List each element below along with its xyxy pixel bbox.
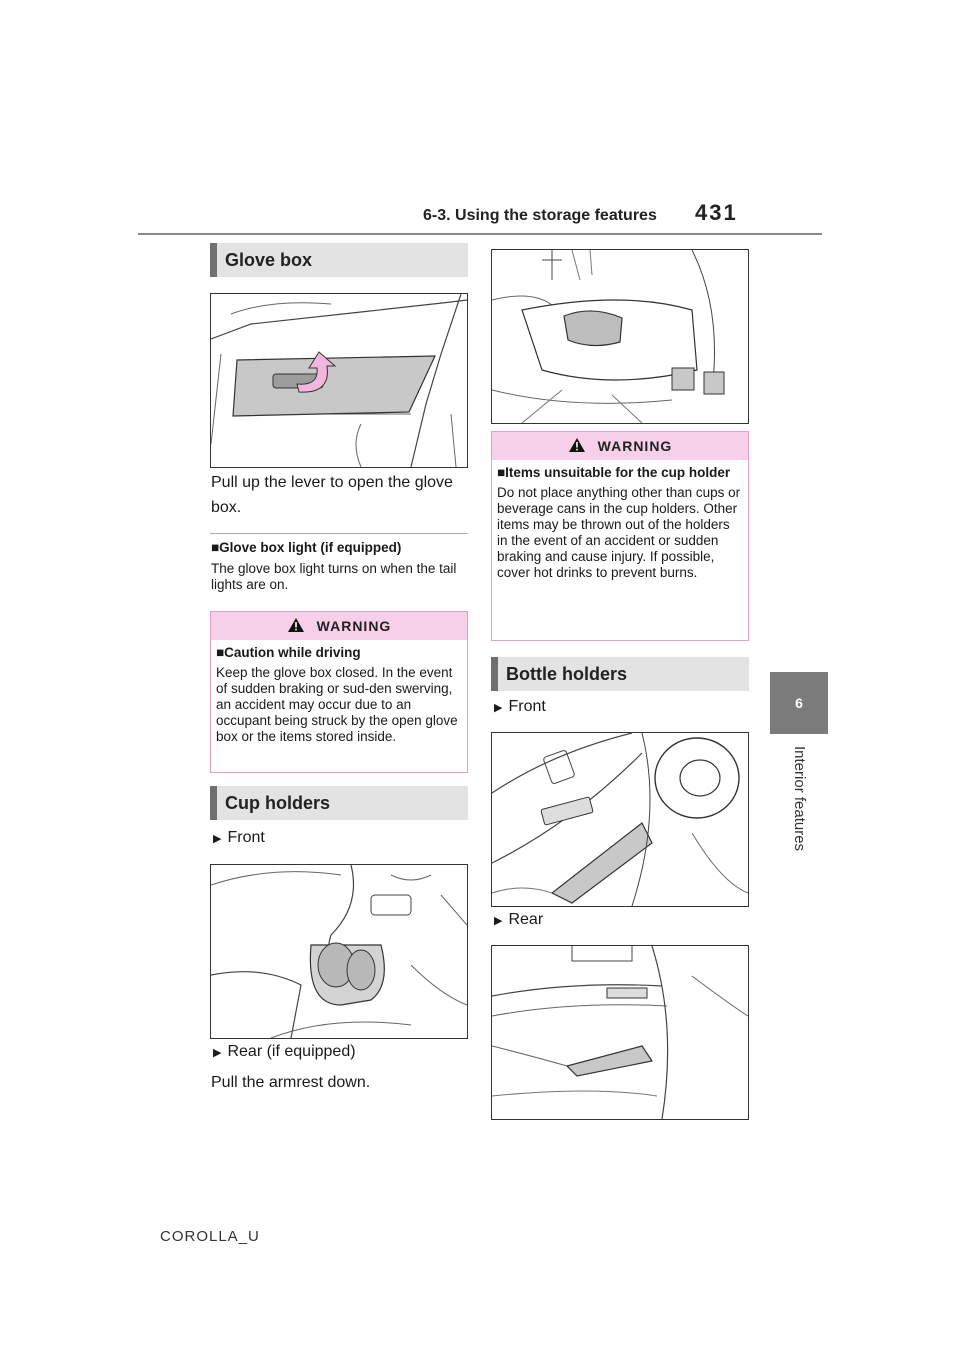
divider [210,533,468,534]
cup-holders-heading: Cup holders [210,786,468,820]
warning-icon [287,617,305,636]
section-title: 6-3. Using the storage features [423,207,657,224]
glove-box-light-text: The glove box light turns on when the tail lights are on. [211,561,457,592]
bullet-arrow-icon: ▶ [494,914,503,927]
rear-bottle-holder-illustration [491,945,749,1120]
front-cup-holder-illustration [210,864,468,1039]
chapter-label-text: Interior features [791,746,808,852]
warning-subhead: ■Items unsuitable for the cup holder [497,465,731,480]
bullet-arrow-icon: ▶ [494,701,503,714]
front-bottle-holder-illustration [491,732,749,907]
cup-rear-bullet [213,1043,356,1061]
bottle-rear-bullet [494,911,543,929]
warning-text: Keep the glove box closed. In the event of sudden braking or sud-den swerving, an accident may occur due to an occupant being struck by the open glove box or the items stored inside. [216,665,458,744]
cup-front-label: Front [227,829,265,846]
warning-label: WARNING [316,618,392,634]
warning-header [492,432,748,460]
warning-subhead: ■Caution while driving [216,645,361,660]
bottle-holders-heading: Bottle holders [491,657,749,691]
warning-icon [568,437,586,456]
rear-cup-holder-illustration [491,249,749,424]
bottle-front-label: Front [508,698,546,715]
bottle-front-bullet [494,698,546,716]
cup-rear-instruction: Pull the armrest down. [211,1074,371,1091]
glove-box-warning [210,611,468,773]
warning-text: Do not place anything other than cups or beverage cans in the cup holders. Other items may be thrown out of the holders in the event of an accident or sudden braking and cause injury. If possible, cover hot drinks to prevent burns. [497,485,741,580]
glove-box-illustration [210,293,468,468]
page-number: 431 [695,200,738,225]
glove-box-instruction: Pull up the lever to open the glove box. [211,474,453,516]
bottle-rear-label: Rear [508,911,544,928]
header-divider [138,233,822,235]
cup-holder-warning [491,431,749,641]
warning-header [211,612,467,640]
bullet-arrow-icon: ▶ [213,1046,222,1059]
cup-front-bullet [213,829,265,847]
footer-model: COROLLA_U [160,1228,260,1245]
glove-box-heading: Glove box [210,243,468,277]
warning-label: WARNING [597,438,673,454]
cup-rear-label: Rear (if equipped) [227,1043,356,1060]
chapter-tab[interactable]: 6 [770,672,828,734]
bullet-arrow-icon: ▶ [213,832,222,845]
chapter-label [764,746,834,876]
glove-box-light-subhead: ■Glove box light (if equipped) [211,540,402,555]
